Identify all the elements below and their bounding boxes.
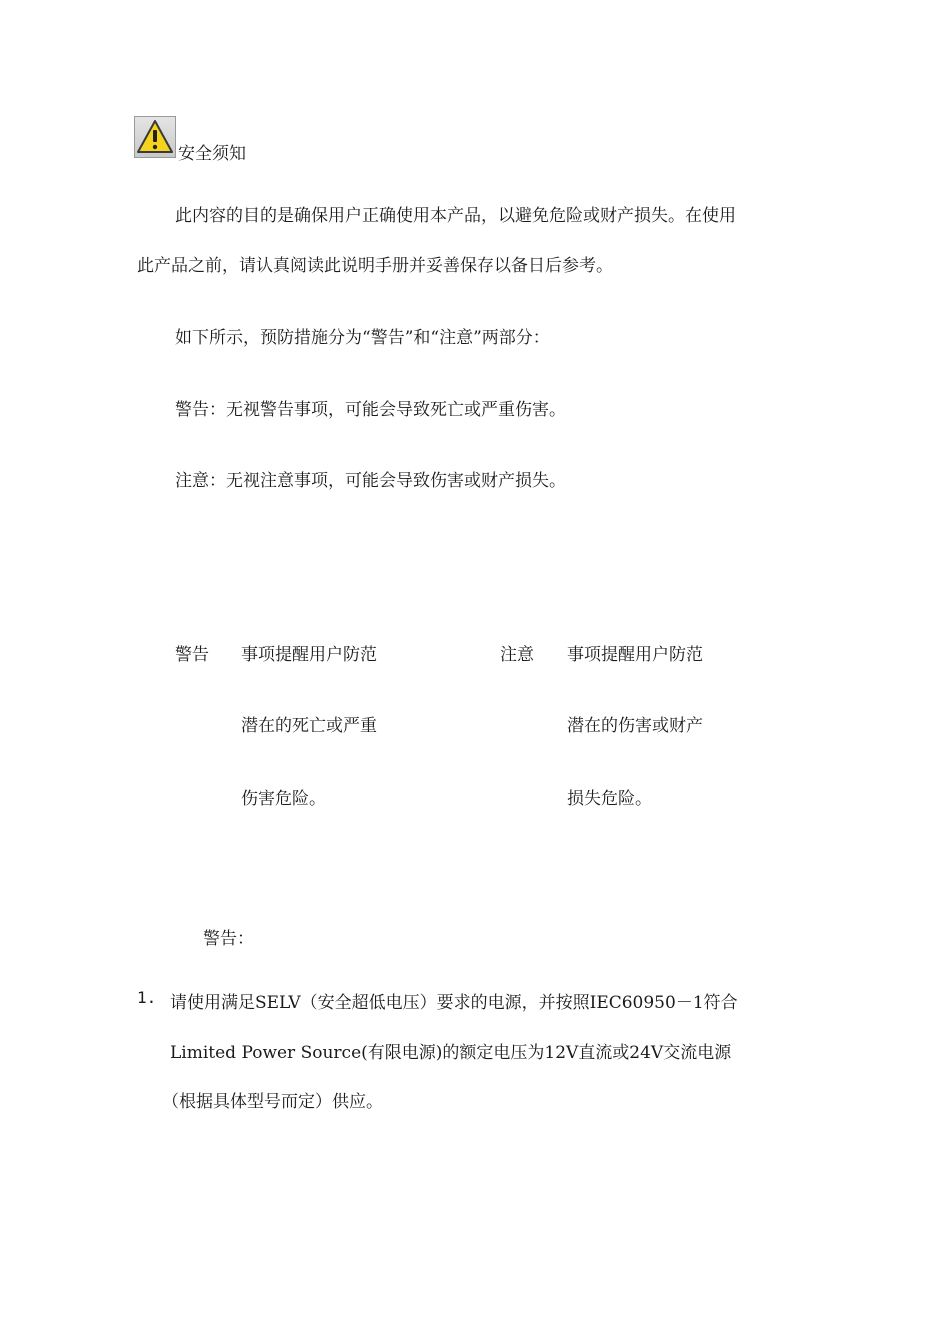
caution-definition: 注意：无视注意事项，可能会导致伤害或财产损失。 xyxy=(175,471,566,491)
warning-box-line: 事项提醒用户防范 xyxy=(241,645,377,665)
list-item-line: Limited Power Source(有限电源)的额定电压为12V直流或24V交流电源 xyxy=(170,1043,732,1063)
warning-box-line: 潜在的死亡或严重 xyxy=(241,716,377,736)
warning-definition: 警告：无视警告事项，可能会导致死亡或严重伤害。 xyxy=(175,400,566,420)
list-item-number: 1. xyxy=(137,988,157,1007)
warning-icon-frame xyxy=(134,116,176,158)
warning-triangle-icon xyxy=(135,117,175,157)
caution-box-line: 事项提醒用户防范 xyxy=(567,645,703,665)
precaution-summary: 如下所示，预防措施分为“警告”和“注意”两部分： xyxy=(175,328,550,348)
caution-box-line: 损失危险。 xyxy=(567,789,652,809)
section-title: 安全须知 xyxy=(178,144,246,164)
caution-label: 注意 xyxy=(500,645,534,665)
warning-box-line: 伤害危险。 xyxy=(241,789,326,809)
caution-box-line: 潜在的伤害或财产 xyxy=(567,716,703,736)
intro-line-1: 此内容的目的是确保用户正确使用本产品，以避免危险或财产损失。在使用 xyxy=(175,206,736,226)
warning-label: 警告 xyxy=(175,645,209,665)
warning-section-heading: 警告： xyxy=(203,929,254,949)
list-item-line: 请使用满足SELV（安全超低电压）要求的电源，并按照IEC60950－1符合 xyxy=(170,993,738,1013)
intro-line-2: 此产品之前，请认真阅读此说明手册并妥善保存以备日后参考。 xyxy=(137,256,613,276)
list-item-line: （根据具体型号而定）供应。 xyxy=(162,1092,383,1112)
